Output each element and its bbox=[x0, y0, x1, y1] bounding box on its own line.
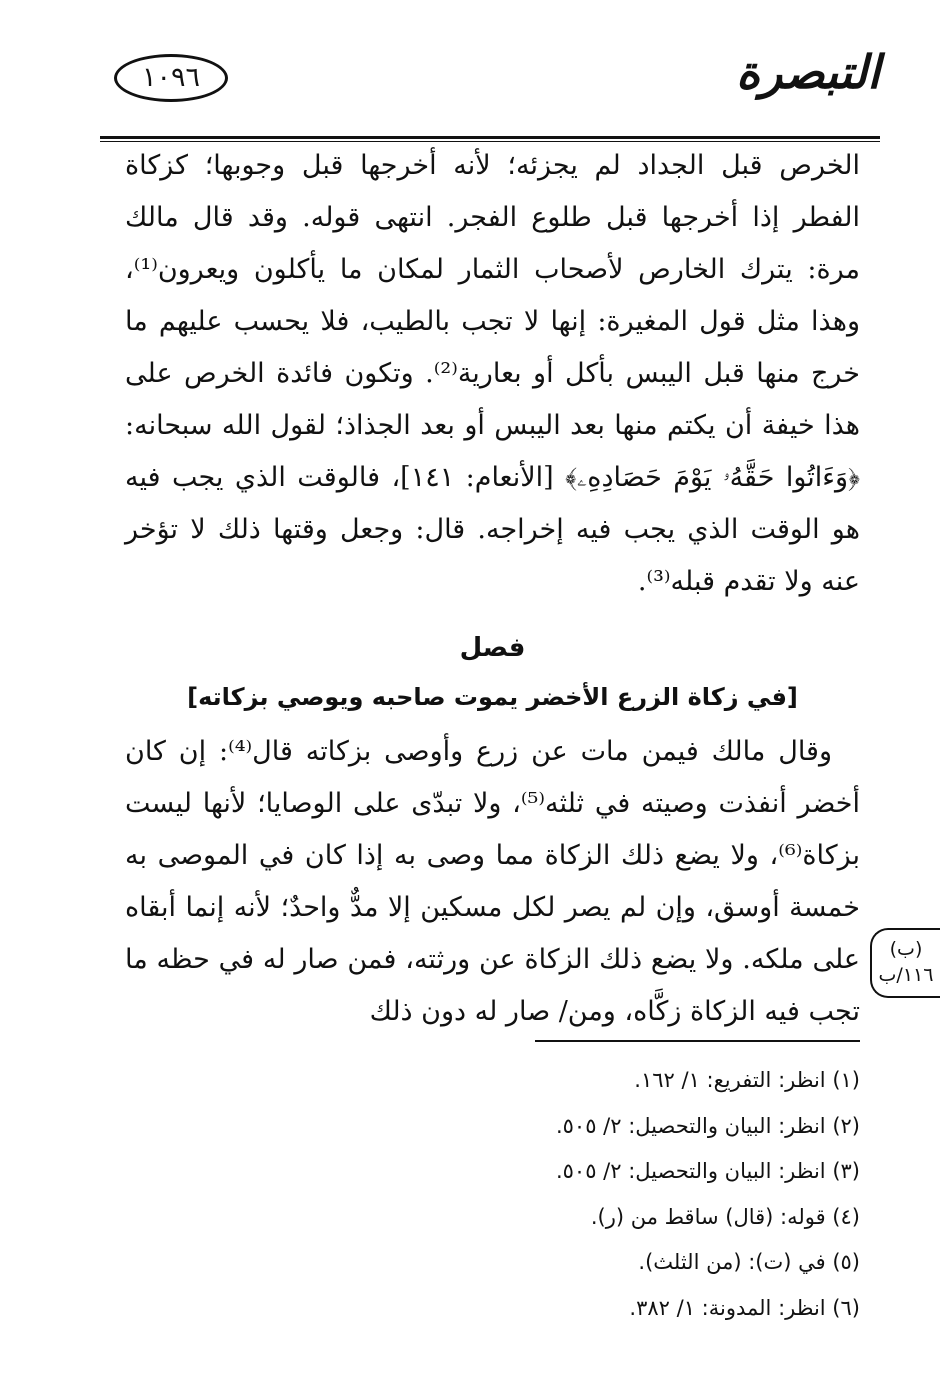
folio-note-line-2: ١١٦/ب bbox=[878, 964, 934, 986]
footnote-3: (٣) انظر: البيان والتحصيل: ٢/ ٥٠٥. bbox=[555, 1159, 860, 1183]
section-title: فصل bbox=[459, 633, 526, 663]
footnote-separator bbox=[535, 1040, 860, 1042]
footnote-1: (١) انظر: التفريع: ١/ ١٦٢. bbox=[634, 1068, 860, 1092]
footnote-2: (٢) انظر: البيان والتحصيل: ٢/ ٥٠٥. bbox=[555, 1113, 860, 1138]
section-subtitle: [في زكاة الزرع الأخضر يموت صاحبه ويوصي بزكاته] bbox=[187, 683, 798, 711]
book-title: التبصرة bbox=[736, 45, 880, 99]
footnote-4: (٤) قوله: (قال) ساقط من (ر). bbox=[590, 1204, 860, 1229]
page-header bbox=[100, 40, 880, 120]
manuscript-folio-note bbox=[870, 928, 940, 998]
page-number: ١٠٩٦ bbox=[114, 54, 228, 102]
main-text bbox=[125, 140, 860, 1038]
footnotes-list bbox=[440, 1058, 860, 1331]
folio-note-line-1: (ب) bbox=[889, 938, 923, 960]
footnote-6: (٦) انظر: المدونة: ١/ ٣٨٢. bbox=[629, 1295, 860, 1320]
paragraph-1: الخرص قبل الجداد لم يجزئه؛ لأنه أخرجها قبل وجوبها؛ كزكاة الفطر إذا أخرجها قبل طلوع الفجر. انتهى قوله. وقد قال مالك مرة: يترك الخارص لأصحاب الثمار لمكان ما يأكلون ويعرون⁽¹⁾، وهذا مثل قول المغيرة: إنها لا تجب بالطيب، فلا يحسب عليهم ما خرج منها قبل اليبس بأكل أو بعارية⁽²⁾. وتكون فائدة الخرص على هذا خيفة أن يكتم منها بعد اليبس أو بعد الجذاذ؛ لقول الله سبحانه: ﴿وَءَاتُوا حَقَّهُۥ يَوْمَ حَصَادِهِۦ﴾ [الأنعام: ١٤١]، فالوقت الذي يجب فيه هو الوقت الذي يجب فيه إخراجه. قال: وجعل وقتها ذلك لا تؤخر عنه ولا تقدم قبله⁽³⁾. bbox=[125, 150, 860, 597]
footnote-5: (٥) في (ت): (من الثلث). bbox=[638, 1250, 860, 1274]
paragraph-2: وقال مالك فيمن مات عن زرع وأوصى بزكاته قال⁽⁴⁾: إن كان أخضر أنفذت وصيته في ثلثه⁽⁵⁾، ولا تبدّى على الوصايا؛ لأنها ليست بزكاة⁽⁶⁾، ولا يضع ذلك الزكاة مما وصى به إذا كان في الموصى به خمسة أوسق، وإن لم يصر لكل مسكين إلا مدٌّ واحدٌ؛ لأنه إنما أبقاه على ملكه. ولا يضع ذلك الزكاة عن ورثته، فمن صار له في حظه ما تجب فيه الزكاة زكَّاه، ومن/ صار له دون ذلك bbox=[125, 736, 860, 1027]
